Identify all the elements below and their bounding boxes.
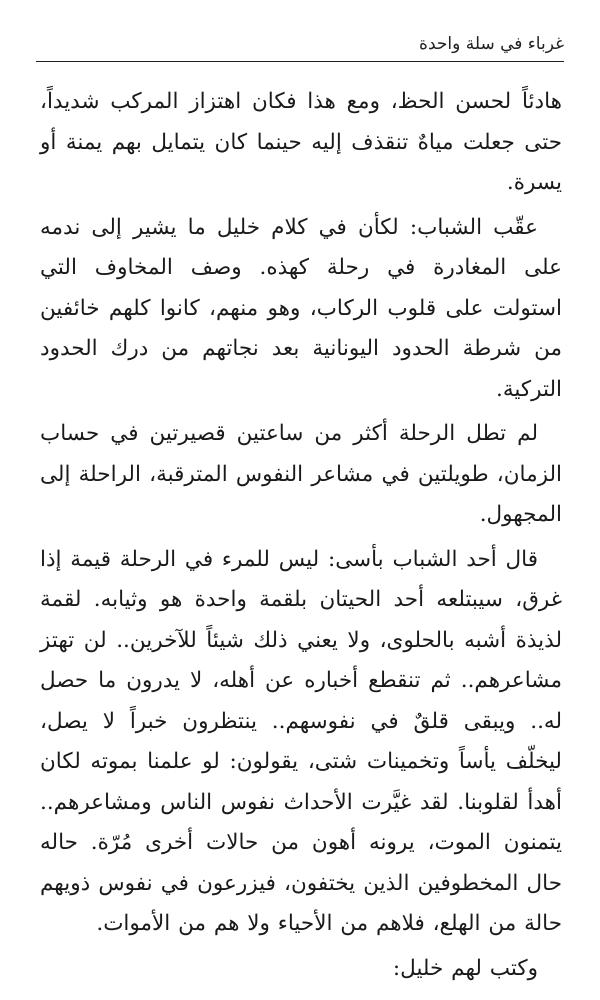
running-header <box>36 34 564 66</box>
paragraph-4: قال أحد الشباب بأسى: ليس للمرء في الرحلة قيمة إذا غرق، سيبتلعه أحد الحيتان بلقمة واحدة هو وثيابه. لقمة لذيذة أشبه بالحلوى، ولا يعني ذلك شيئاً للآخرين.. لن تهتز مشاعرهم.. ثم تنقطع أخباره عن أهله، لا يدرون ما حصل له.. ويبقى قلقٌ في نفوسهم.. ينتظرون خبراً لا يصل، ليخلّف يأساً وتخمينات شتى، يقولون: لو علمنا بموته لكان أهدأ لقلوبنا. لقد غيَّرت الأحداث نفوس الناس ومشاعرهم.. يتمنون الموت، يرونه أهون من حالات أخرى مُرّة. حاله حال المخطوفين الذين يختفون، فيزرعون في نفوس ذويهم حالة من الهلع، فلاهم من الأحياء ولا هم من الأموات. <box>40 546 562 936</box>
header-rule <box>36 61 564 62</box>
paragraph-2: عقّب الشباب: لكأن في كلام خليل ما يشير إلى ندمه على المغادرة في رحلة كهذه. وصف المخاوف التي استولت على قلوب الركاب، وهو منهم، كانوا كلهم خائفين من شرطة الحدود اليونانية بعد نجاتهم من درك الحدود التركية. <box>40 214 562 402</box>
body-text <box>40 82 562 993</box>
running-header-title: غرباء في سلة واحدة <box>419 34 564 54</box>
paragraph-3: لم تطل الرحلة أكثر من ساعتين قصيرتين في حساب الزمان، طويلتين في مشاعر النفوس المترقبة، الراحلة إلى المجهول. <box>40 421 562 527</box>
paragraph-1: هادئاً لحسن الحظ، ومع هذا فكان اهتزاز المركب شديداً، حتى جعلت مياهٌ تنقذف إليه حينما كان يتمايل بهم يمنة أو يسرة. <box>40 89 562 195</box>
paragraph-5: وكتب لهم خليل: <box>392 955 538 981</box>
